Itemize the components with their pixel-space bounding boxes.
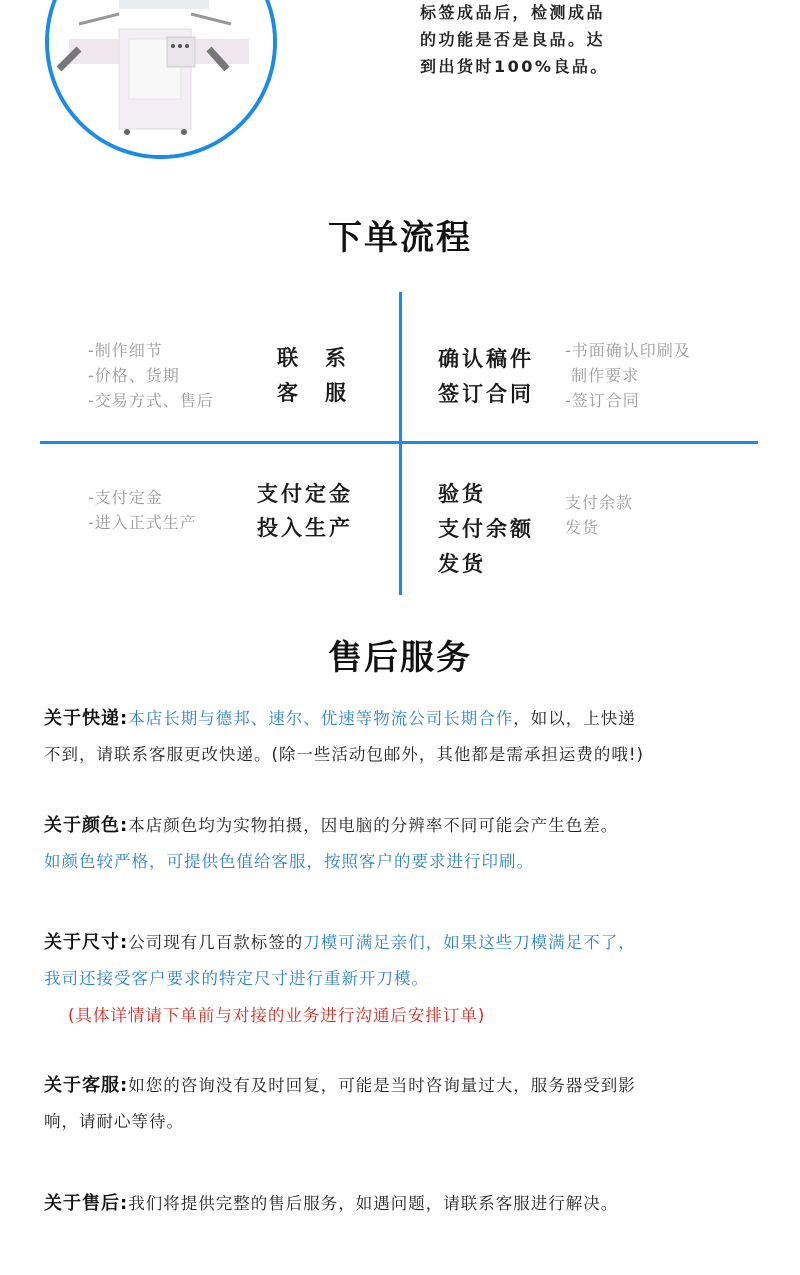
inspection-machine-illustration bbox=[49, 0, 273, 155]
express-text: ，如以，上快递 bbox=[513, 709, 636, 728]
service-paragraph bbox=[44, 1071, 636, 1097]
service-label: 关于客服: bbox=[44, 1075, 129, 1096]
size-note: (具体详情请下单前与对接的业务进行沟通后安排订单) bbox=[68, 1006, 486, 1025]
step-note: 发货 bbox=[565, 518, 600, 537]
express-line2: 不到，请联系客服更改快递。(除一些活动包邮外，其他都是需承担运费的哦!) bbox=[44, 745, 644, 764]
aftersale-paragraph bbox=[44, 1189, 618, 1215]
step-note: -书面确认印刷及 bbox=[565, 341, 691, 360]
size-paragraph bbox=[44, 928, 636, 954]
step-note: -价格、货期 bbox=[88, 366, 180, 385]
size-text: 公司现有几百款标签的 bbox=[128, 933, 304, 952]
step-title: 确认稿件 bbox=[438, 347, 534, 371]
aftersale-label: 关于售后: bbox=[44, 1193, 129, 1214]
product-image bbox=[45, 0, 277, 159]
intro-line: 标签成品后，检测成品 bbox=[420, 3, 606, 22]
express-paragraph bbox=[44, 704, 636, 730]
after-sales-title: 售后服务 bbox=[328, 638, 472, 678]
service-text: 如您的咨询没有及时回复，可能是当时咨询量过大，服务器受到影 bbox=[128, 1076, 636, 1095]
step-title: 支付余额 bbox=[438, 517, 534, 541]
color-paragraph bbox=[44, 811, 618, 837]
service-line2: 响，请耐心等待。 bbox=[44, 1112, 184, 1131]
step-note: 支付余款 bbox=[565, 493, 634, 512]
step-note: 制作要求 bbox=[565, 366, 640, 385]
color-label: 关于颜色: bbox=[44, 815, 129, 836]
aftersale-text: 我们将提供完整的售后服务，如遇问题，请联系客服进行解决。 bbox=[128, 1194, 619, 1213]
size-line2: 我司还接受客户要求的特定尺寸进行重新开刀模。 bbox=[44, 969, 429, 988]
color-line2: 如颜色较严格，可提供色值给客服，按照客户的要求进行印刷。 bbox=[44, 852, 534, 871]
intro-line: 的功能是否是良品。达 bbox=[420, 30, 606, 49]
step-note: -签订合同 bbox=[565, 391, 640, 410]
order-process-title: 下单流程 bbox=[328, 218, 472, 258]
size-label: 关于尺寸: bbox=[44, 932, 129, 953]
step-title: 支付定金 bbox=[257, 482, 353, 506]
intro-line: 到出货时100%良品。 bbox=[420, 57, 609, 76]
step-note: -支付定金 bbox=[88, 488, 163, 507]
color-text: 本店颜色均为实物拍摄，因电脑的分辨率不同可能会产生色差。 bbox=[128, 816, 619, 835]
size-highlight: 刀模可满足亲们，如果这些刀模满足不了， bbox=[303, 933, 636, 952]
step-note: -制作细节 bbox=[88, 341, 163, 360]
step-title: 发货 bbox=[438, 552, 486, 576]
step-title: 客 服 bbox=[277, 381, 349, 405]
step-title: 签订合同 bbox=[438, 382, 534, 406]
step-title: 投入生产 bbox=[257, 516, 353, 540]
step-note: -交易方式、售后 bbox=[88, 391, 214, 410]
step-title: 联 系 bbox=[277, 346, 349, 370]
step-note: -进入正式生产 bbox=[88, 513, 197, 532]
express-highlight: 本店长期与德邦、速尔、优速等物流公司长期合作 bbox=[128, 709, 514, 728]
express-label: 关于快递: bbox=[44, 708, 129, 729]
step-title: 验货 bbox=[438, 482, 486, 506]
horizontal-divider bbox=[40, 441, 758, 444]
